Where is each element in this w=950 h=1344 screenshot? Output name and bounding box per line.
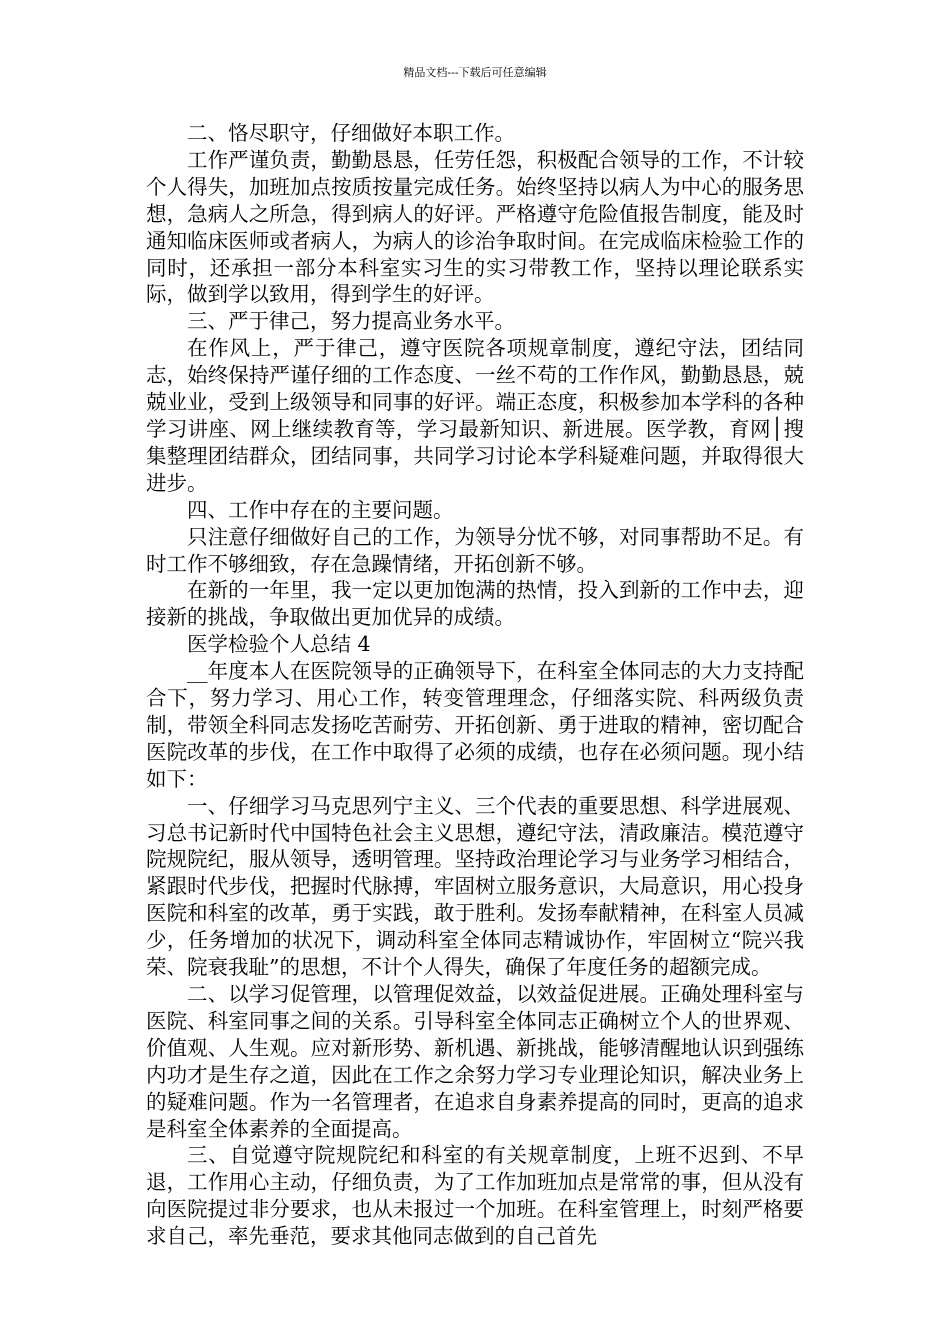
document-title: 医学检验个人总结 4	[187, 632, 371, 657]
body-paragraph: 工作严谨负责，勤勤恳恳，任劳任怨，积极配合领导的工作，不计较个人得失，加班加点按质按量完成任务。始终坚持以病人为中心的服务思想，急病人之所急，得到病人的好评。严格遵守危险值报告制度，能及时通知临床医师或者病人，为病人的诊治争取时间。在完成临床检验工作的同时，还承担一部分本科室实习生的实习带教工作，坚持以理论联系实际，做到学以致用，得到学生的好评。	[146, 147, 804, 307]
document-body	[146, 120, 804, 1250]
body-paragraph: 一、仔细学习马克思列宁主义、三个代表的重要思想、科学进展观、习总书记新时代中国特色社会主义思想，遵纪守法，清政廉洁。模范遵守院规院纪，服从领导，透明管理。坚持政治理论学习与业务学习相结合，紧跟时代步伐，把握时代脉搏，牢固树立服务意识，大局意识，用心投身医院和科室的改革，勇于实践，敢于胜利。发扬奉献精神，在科室人员减少，任务增加的状况下，调动科室全体同志精诚协作，牢固树立“院兴我荣、院衰我耻”的思想，不计个人得失，确保了年度任务的超额完成。	[146, 793, 804, 980]
section-heading: 二、恪尽职守，仔细做好本职工作。	[187, 121, 515, 145]
body-paragraph: 只注意仔细做好自己的工作，为领导分忧不够，对同事帮助不足。有时工作不够细致，存在急躁情绪，开拓创新不够。	[146, 524, 804, 576]
page-header: 精品文档---下载后可任意编辑	[403, 66, 547, 79]
section-heading: 四、工作中存在的主要问题。	[187, 497, 454, 522]
section-heading: 三、严于律己，努力提高业务水平。	[187, 309, 515, 334]
body-paragraph: __年度本人在医院领导的正确领导下，在科室全体同志的大力支持配合下，努力学习、用心工作，转变管理理念，仔细落实院、科两级负责制，带领全科同志发扬吃苦耐劳、开拓创新、勇于进取的精神，密切配合医院改革的步伐，在工作中取得了必须的成绩，也存在必须问题。现小结如下：	[146, 659, 804, 791]
body-paragraph: 二、以学习促管理，以管理促效益，以效益促进展。正确处理科室与医院、科室同事之间的关系。引导科室全体同志正确树立个人的世界观、价值观、人生观。应对新形势、新机遇、新挑战，能够清醒地认识到强练内功才是生存之道，因此在工作之余努力学习专业理论知识，解决业务上的疑难问题。作为一名管理者，在追求自身素养提高的同时，更高的追求是科室全体素养的全面提高。	[146, 982, 804, 1141]
body-paragraph: 在新的一年里，我一定以更加饱满的热情，投入到新的工作中去，迎接新的挑战，争取做出更加优异的成绩。	[146, 578, 804, 630]
body-paragraph: 在作风上，严于律己，遵守医院各项规章制度，遵纪守法，团结同志，始终保持严谨仔细的工作态度、一丝不苟的工作作风，勤勤恳恳，兢兢业业，受到上级领导和同事的好评。端正态度，积极参加本学科的各种学习讲座、网上继续教育等，学习最新知识、新进展。医学教，育网│搜集整理团结群众，团结同事，共同学习讨论本学科疑难问题，并取得很大进步。	[146, 336, 804, 495]
body-paragraph: 三、自觉遵守院规院纪和科室的有关规章制度，上班不迟到、不早退，工作用心主动，仔细负责，为了工作加班加点是常常的事，但从没有向医院提过非分要求，也从未报过一个加班。在科室管理上，时刻严格要求自己，率先垂范，要求其他同志做到的自己首先	[146, 1143, 804, 1249]
